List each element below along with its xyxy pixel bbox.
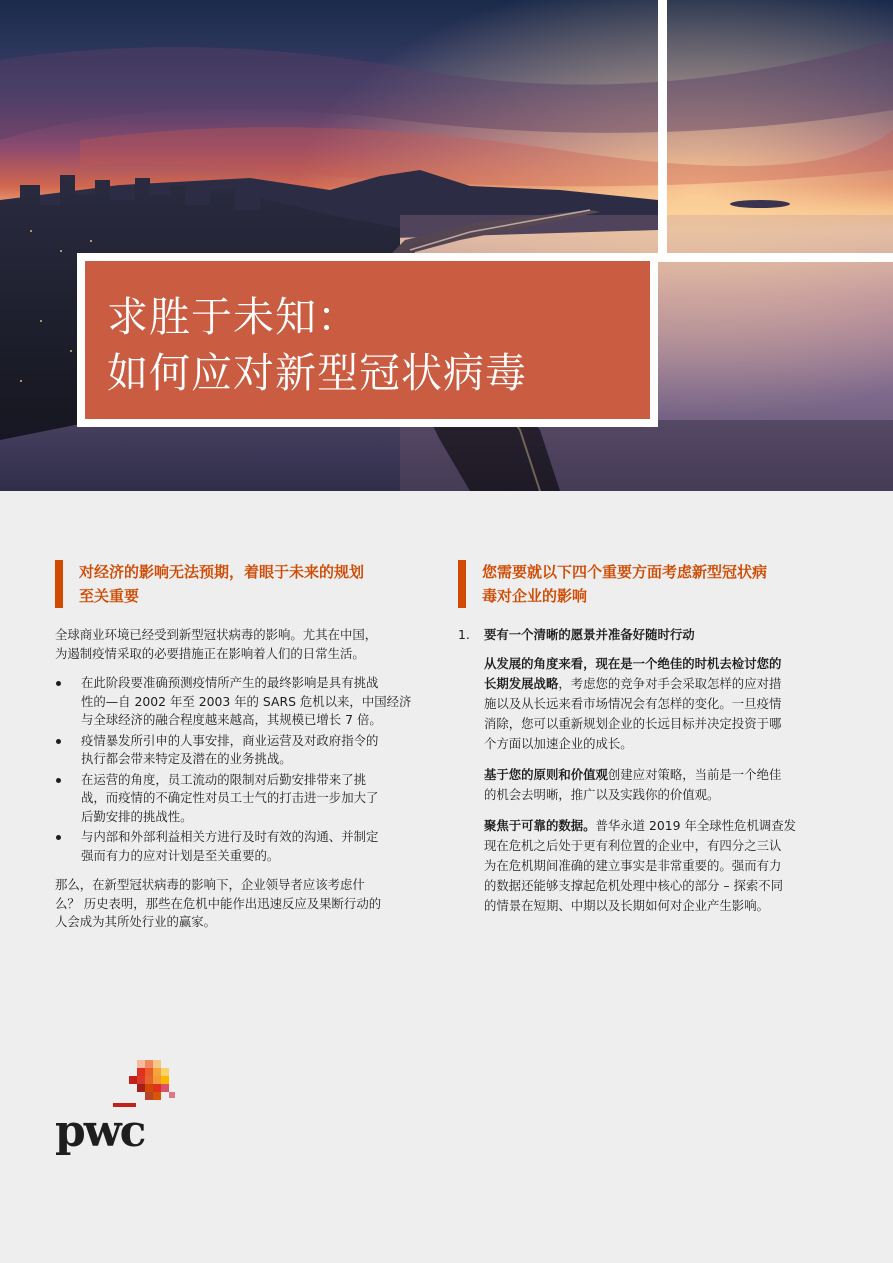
logo-square [153, 1084, 161, 1092]
paragraph-values [458, 765, 841, 805]
bold-text: 聚焦于可靠的数据。 [484, 817, 596, 833]
hero-image [0, 0, 893, 491]
text-run: 普华永道 2019 年全球性危机调查发 [595, 817, 797, 833]
text-line: 的机会去明晰，推广以及实践你的价值观。 [484, 786, 720, 802]
frame-divider-vertical [658, 0, 667, 255]
text-line: 现在危机之后处于更有利位置的企业中，有四分之三认 [484, 837, 782, 853]
logo-square [169, 1092, 175, 1098]
logo-square [145, 1084, 153, 1092]
logo-square [137, 1076, 145, 1084]
text-line: 与内部和外部利益相关方进行及时有效的沟通、并制定 [81, 829, 379, 844]
logo-square [137, 1060, 145, 1068]
text-line: 全球商业环境已经受到新型冠状病毒的影响。尤其在中国， [55, 627, 378, 642]
logo-square [161, 1076, 169, 1084]
frame-divider-horizontal [658, 253, 893, 262]
text-line: 与全球经济的融合程度越来越高，其规模已增长 7 倍。 [81, 712, 382, 727]
left-section-heading [55, 560, 436, 608]
left-column [55, 560, 436, 932]
text-line: 施以及从长远来看市场情况会有怎样的变化。一旦疫情 [484, 695, 782, 711]
text-run: 创建应对策略，当前是一个绝佳 [607, 766, 782, 782]
text-line: 么？ 历史表明，那些在危机中能作出迅速反应及果断行动的 [55, 895, 382, 911]
pwc-logo [55, 1060, 195, 1160]
logo-square [153, 1092, 161, 1100]
text-line: 的情景在短期、中期以及长期如何对企业产生影响。 [484, 897, 769, 913]
logo-square [137, 1068, 145, 1076]
heading-line: 毒对企业的影响 [482, 587, 588, 605]
logo-square [129, 1076, 137, 1084]
title-line-1: 求胜于未知： [107, 293, 359, 341]
text-line: 的数据还能够支撑起危机处理中核心的部分 – 探索不同 [484, 877, 784, 893]
text-line: 在此阶段要准确预测疫情所产生的最终影响是具有挑战 [81, 675, 379, 690]
list-item [55, 674, 436, 730]
right-column [458, 560, 841, 927]
text-line: 人会成为其所处行业的赢家。 [55, 914, 217, 929]
text-line: 战，而疫情的不确定性对员工士气的打击进一步加大了 [81, 790, 379, 805]
bold-text: 从发展的角度来看，现在是一个绝佳的时机去检讨您的 [484, 655, 782, 671]
bold-text: 长期发展战略 [484, 675, 559, 691]
text-line: 疫情暴发所引申的人事安排，商业运营及对政府指令的 [81, 732, 379, 748]
logo-square [145, 1068, 153, 1076]
numbered-item [458, 626, 841, 645]
logo-square [153, 1060, 161, 1068]
logo-square [145, 1060, 153, 1068]
right-section-heading [458, 560, 841, 608]
list-item [55, 828, 436, 865]
text-line: 为遏制疫情采取的必要措施正在影响着人们的日常生活。 [55, 645, 365, 661]
text-line: 那么，在新型冠状病毒的影响下，企业领导者应该考虑什 [55, 877, 365, 892]
item-number: 1. [458, 627, 470, 642]
text-line [484, 765, 841, 785]
logo-square [161, 1068, 169, 1076]
text-line [484, 654, 841, 674]
bullet-list [55, 674, 436, 865]
bold-text: 基于您的原则和价值观 [484, 766, 608, 782]
logo-wordmark: pwc [55, 1106, 145, 1157]
title-box [77, 253, 658, 427]
text-line: 后勤安排的挑战性。 [81, 808, 193, 824]
text-run: ，考虑您的竞争对手会采取怎样的应对措 [558, 675, 782, 691]
text-line: 为在危机期间准确的建立事实是非常重要的。强而有力 [484, 857, 782, 873]
paragraph-strategy [458, 654, 841, 754]
logo-square [145, 1076, 153, 1084]
text-line: 执行都会带来特定及潜在的业务挑战。 [81, 751, 292, 766]
text-line [484, 816, 841, 836]
text-line: 个方面以加速企业的成长。 [484, 735, 633, 751]
logo-square [153, 1076, 161, 1084]
list-item [55, 732, 436, 769]
heading-line: 对经济的影响无法预期，着眼于未来的规划 [79, 563, 365, 581]
title-line-2: 如何应对新型冠状病毒 [107, 349, 527, 397]
text-line: 强而有力的应对计划是至关重要的。 [81, 847, 280, 863]
paragraph-data [458, 816, 841, 916]
logo-square [137, 1084, 145, 1092]
logo-square [161, 1084, 169, 1092]
text-line [484, 674, 841, 694]
intro-paragraph [55, 626, 436, 663]
logo-square [145, 1092, 153, 1100]
list-item [55, 771, 436, 827]
heading-line: 您需要就以下四个重要方面考虑新型冠状病 [482, 563, 768, 581]
closing-paragraph [55, 876, 436, 932]
logo-square [153, 1068, 161, 1076]
text-line: 消除，您可以重新规划企业的长远目标并决定投资于哪 [484, 715, 782, 731]
text-line: 性的—自 2002 年至 2003 年的 SARS 危机以来，中国经济 [81, 693, 412, 709]
text-line: 在运营的角度，员工流动的限制对后勤安排带来了挑 [81, 771, 366, 787]
title-panel [85, 261, 650, 419]
item-title: 要有一个清晰的愿景并准备好随时行动 [484, 627, 695, 642]
heading-line: 至关重要 [79, 587, 140, 605]
